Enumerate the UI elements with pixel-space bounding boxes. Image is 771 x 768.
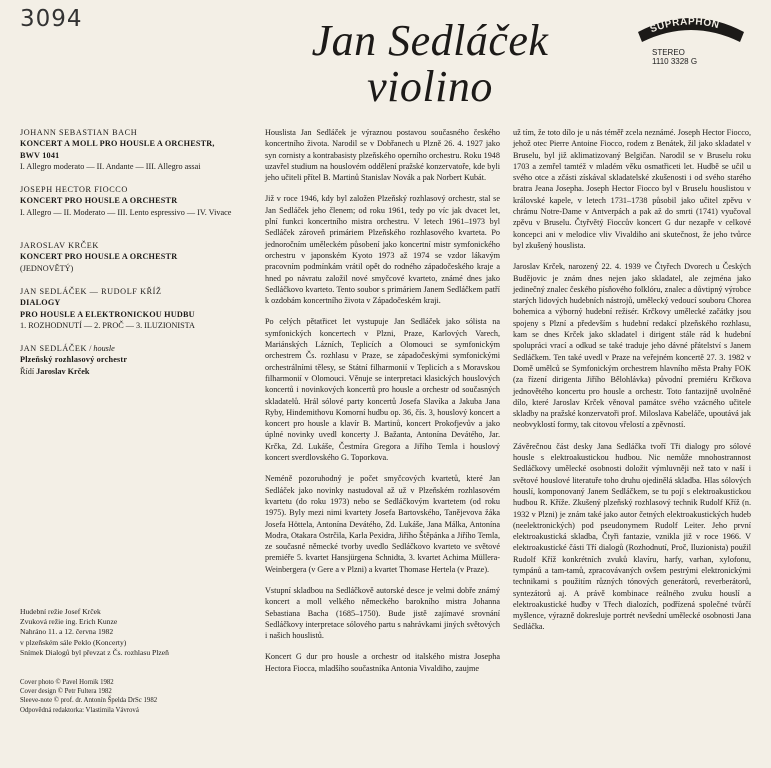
paragraph: Houslista Jan Sedláček je výraznou postavou současného českého koncertního života. Narodil se v Dobřanech u Plzně 26. 4. 1927 jako syn cornisty a kontrabasisty plzeňského operního orchestru. Roku 1948 uzavřel studium na houslovém oddělení pražské konzervatoře, kde byli jeho učiteli přítel B. Martinů Stanislav Novák a pak Norbert Kubát. (265, 128, 500, 183)
program-item (20, 127, 260, 172)
supraphon-logo-graphic (632, 8, 750, 48)
production-credits (20, 607, 260, 658)
album-title (270, 18, 590, 110)
sleeve-notes-column-2 (513, 127, 751, 643)
program-item (20, 184, 260, 218)
performers: JAN SEDLÁČEK / housle Plzeňský rozhlasový orchestr Řídí Jaroslav Krček (20, 343, 260, 377)
design-credits (20, 678, 260, 715)
orchestra: Plzeňský rozhlasový orchestr (20, 355, 128, 365)
conductor-prefix: Řídí (20, 366, 35, 376)
work-title: KONCERT PRO HOUSLE A ORCHESTR (20, 252, 178, 262)
movements: 1. ROZHODNUTÍ — 2. PROČ — 3. ILUZIONISTA (20, 320, 195, 330)
credit-line: Snímek Dialogů byl převzat z Čs. rozhlasu Plzeň (20, 647, 169, 657)
credit-line: Sleeve-note © prof. dr. Antonín Špelda DrSc 1982 (20, 697, 158, 705)
artist-name: Jan Sedláček (311, 16, 549, 65)
composer: JAN SEDLÁČEK — RUDOLF KŘÍŽ (20, 286, 162, 296)
paragraph: Po celých pětatřicet let vystupuje Jan Sedláček jako sólista na symfonických koncertech v Plzni, Praze, Karlových Varech, Mariánských Lázních, Teplicích a Olomouci se symfonickým orchestrem Čs. rozhlasu v Praze, se západočeskými symfonickými orchestrálními tělesy, se Státní filharmonií v Teplicích a s Moravskou filharmonií v Olomouci. Věnuje se interpretaci klasických houslových koncertů i novinkových koncertů pro housle a orchestr od současných skladatelů. Hrál sólové party koncertů Josefa Slavíka a Jakuba Jana Ryby, Hindemithovu Komorní hudbu op. 36, čís. 3, houslový koncert a koncert pro housle a klavír B. Martinů, koncert Prokofjevův a jako úplné novinky uvedl koncerty J. Bažanta, Antonína Devátého, Jar. Krčka, Zd. Lukáše, Čestmíra Gregora a Jiřího Temla i houslový koncert sverdlovského G. Toporkova. (265, 317, 500, 463)
paragraph: Koncert G dur pro housle a orchestr od italského mistra Josepha Hectora Fiocca, mladšího součastníka Antonia Vivaldiho, zaujme (265, 652, 500, 673)
composer: JOSEPH HECTOR FIOCCO (20, 185, 128, 195)
program-list (20, 127, 260, 389)
credit-line: Cover design © Petr Fultera 1982 (20, 688, 112, 696)
work-title: KONCERT A MOLL PRO HOUSLE A ORCHESTR, (20, 139, 215, 149)
work-title: BWV 1041 (20, 150, 60, 160)
paragraph: Jaroslav Krček, narozený 22. 4. 1939 ve Čtyřech Dvorech u Českých Budějovic je znám dnes nejen jako skladatel, ale zejména jako jedinečný znalec českého písňového folklóru, znalec a důvtipný výrobce starých lidových hudebních nástrojů, umělecký vedoucí souboru Chorea bohemica a výborný hudební režisér. Krčkovy umělecké začátky jsou spojeny s Plzní a především s hudební redakcí plzeňského rozhlasu, kam se dnes Krček jako skladatel i dirigent stále rád k hudební spolupráci vrací a odkud se také traduje jeho dávné přátelství s Janem Sedláčkem. Ten také uvedl v Praze na veřejném koncertě 27. 3. 1982 v Domě umělců se Symfonickým orchestrem hlavního města Prahy FOK (za řízení dirigenta Jiřího Bělohlávka) původní premiéru Krčkova jednovětého koncertu pro housle a orchestr. Toto fantazijně uvolněné dílo, které Jaroslav Krček věnoval památce svého vzácného učitele skladby na pražské konzervatoři prof. Miloslava Kabeláče, upoutává jak neobvyklostí formy, tak citovou vřelostí a zpěvností. (513, 262, 751, 430)
work-title: DIALOGY (20, 298, 61, 308)
handwritten-catalog-number: 3094 (20, 6, 83, 32)
movements: (JEDNOVĚTÝ) (20, 263, 74, 273)
paragraph: Závěrečnou část desky Jana Sedláčka tvoří Tři dialogy pro sólové housle s elektroakustickou hudbou. Nic nemůže mnohostrannost Sedláčkovy umělecké osobnosti doložit výmluvněji než tato v naší i světové houslové literatuře toho druhu ojedinělá skladba. Hlas sólových houslí, komponovaný Janem Sedláčkem, se tu pojí s elektroakustickou hudbou R. Kříže. Zkušený plzeňský rozhlasový technik Rudolf Kříž (n. 1932 v Plzni) je znám také jako autor četných elektroakustických hudeb (neelektronických) pod pseudonymem Rudolf Leiter. Jeho první elektroakustická skladba, Čtyři fantazie, vznikla již v roce 1966. V elektroakustické části Tří dialogů (Rozhodnutí, Proč, Iluzionista) použil Rudolf Kříž konkrétních zvuků klavíru, harfy, varhan, xylofonu, tympánů a tam-tamů, zpracovávaných ovšem pestrými elektronickými technikami s použitím různých tónových generátorů, reverberátorů, syntezátorů aj. A právě kombinace reálného zvuku houslí a elektroakustické hudby v Třech dialozích, podřízená společné tvůrčí myšlence, výrazně dokresluje portrét nevšední umělecké osobnosti Jana Sedláčka. (513, 441, 751, 632)
movements: I. Allegro moderato — II. Andante — III. Allegro assai (20, 161, 201, 171)
credit-line: Odpovědná redaktorka: Vlastimila Vávrová (20, 706, 139, 714)
credit-line: Hudební režie Josef Krček (20, 607, 101, 616)
work-title: KONCERT PRO HOUSLE A ORCHESTR (20, 196, 178, 206)
catalog-number: 1110 3328 G (652, 57, 698, 66)
paragraph: Vstupní skladbou na Sedláčkově autorské desce je velmi dobře známý koncert a moll velkého německého barokního mistra Johanna Sebastiana Bacha (1685–1750). Bude jistě zajímavé srovnání Sedláčkovy interpretace sólového partu s nahrávkami jiných světových i našich houslistů. (265, 585, 500, 641)
svg-text:SUPRAPHON: SUPRAPHON (648, 16, 721, 36)
paragraph: Neméně pozoruhodný je počet smyčcových kvartetů, které Jan Sedláček jako novinky nastudoval až už v Plzeňském rozhlasovém kvartetu (do roku 1973) nebo se Sedláčkovým kvartetem (od roku 1975). Byly mezi nimi kvartety Josefa Bartovského, Tanějevova žáka Josefa Höttela, Antonína Devátého, Zd. Lukáše, Jana Málka, Antonína Modra, Otakara Ostrčila, Karla Pexidra, Jiřího Štěpánka a Jiřího Temla, ze současné německé tvorby uvedlo Sedláčkovo kvarteto ve světové premiéře 5. kvartet Hansjürgena Schnidta, 3. kvartet Achima Müllera-Weinbergera (v Gere a v Plzni) a kvartet Thomase Hertela (v Praze). (265, 474, 500, 574)
supraphon-logo (632, 8, 750, 74)
stereo-label: STEREO (652, 48, 685, 57)
credit-line: Nahráno 11. a 12. června 1982 (20, 627, 114, 637)
program-item (20, 286, 260, 331)
credit-line: Cover photo © Pavel Hornik 1982 (20, 679, 114, 686)
conductor: Jaroslav Krček (36, 366, 90, 376)
work-title: PRO HOUSLE A ELEKTRONICKOU HUDBU (20, 309, 195, 319)
movements: I. Allegro — II. Moderato — III. Lento espressivo — IV. Vivace (20, 207, 232, 217)
instrument: housle (93, 344, 115, 354)
soloist: JAN SEDLÁČEK (20, 344, 88, 354)
paragraph: už tím, že toto dílo je u nás téměř zcela neznámé. Joseph Hector Fiocco, jehož otec Pierre Antoine Fiocco, rodem z Benátek, žil jako skladatel v Bruselu, byl již aklimatizovaný Belgičan. Narodil se v Bruselu roku 1703 a zemřel tamtéž v mladém věku osmatřiceti let. Hudbě se učil u svého otce a zčásti získával skladatelské zkušenosti i od svého starého bratra Jeana Josepha. Joseph Hector Fiocco byl v Bruselu houslistou v královské kapele, v letech 1731–1738 působil jako učitel zpěvu v chrámu Notre-Dame v Antverpách a pak až do smrti (1741) vyučoval zpěvu v Bruselu. Čtyřvětý Fioccův koncert G dur nezapře v celkové koncepci ani v melodice vliv Vivaldiho ani skutečnost, že jeho tvůrce byl zkušený houslista. (513, 128, 751, 250)
sleeve-notes-column-1 (265, 127, 500, 684)
credit-line: v plzeňském sále Peklo (Koncerty) (20, 637, 127, 647)
credit-line: Zvuková režie ing. Erich Kunze (20, 617, 118, 627)
paragraph: Již v roce 1946, kdy byl založen Plzeňský rozhlasový orchestr, stal se Jan Sedláček jeho členem; od roku 1961, tedy po víc jak dvacet let, plní funkci koncertního mistra orchestru. V letech 1961–1973 byl Sedláček zároveň primáriem Plzeňského rozhlasového kvarteta. Po jednoročním uměleckém působení jako koncertní mistr symfonického orchestru v japonském Kyoto 1973 až 1974 se vzdor lákavým pracovním podmínkám vrátil opět do rodného západočeského kraje a hned po návratu založil nové smyčcové kvarteto, známé dnes jako Sedláčkovo kvarteto. Tento soubor s primáriem Janem Sedláčkem patří k ozdobám koncertního života v Západočeském kraji. (265, 194, 500, 306)
composer: JOHANN SEBASTIAN BACH (20, 128, 138, 137)
instrument-title: violino (367, 62, 493, 111)
program-item (20, 240, 260, 274)
composer: JAROSLAV KRČEK (20, 241, 99, 251)
